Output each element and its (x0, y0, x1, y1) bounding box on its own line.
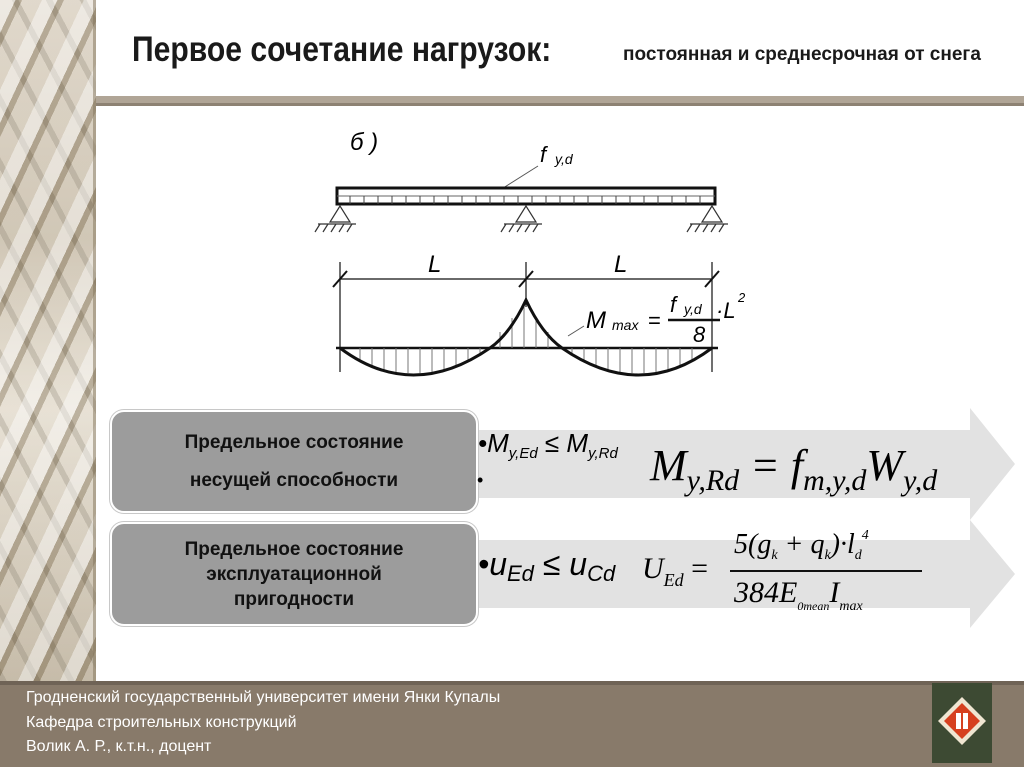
condition-1-bullet: • (477, 470, 484, 490)
span-label-1: L (428, 251, 442, 278)
f2-u-sub: Ed (663, 570, 684, 590)
span-dimension (333, 262, 719, 372)
footer-department: Кафедра строительных конструкций (26, 714, 297, 731)
diagram-label: б ) (350, 129, 379, 156)
footer-university: Гродненский государственный университет имени Янки Купалы (26, 689, 501, 706)
mmax-equals: = (648, 308, 661, 333)
c1-left-sub: y,Ed (508, 445, 538, 462)
page-title (132, 30, 981, 70)
university-logo (932, 683, 992, 763)
c1-right-sub: y,Rd (588, 445, 618, 462)
f1-w: W (866, 441, 904, 490)
decorative-texture (0, 0, 96, 681)
support-right (687, 206, 728, 232)
f2-den: 384E (734, 576, 798, 609)
mmax-num-exp: 2 (738, 290, 746, 305)
formula-deflection-lhs: $U_{Ed}$ = (642, 552, 709, 590)
mmax-den: 8 (693, 322, 706, 347)
c2-left-sub: Ed (507, 561, 534, 586)
beam-moment-diagram (300, 122, 770, 392)
box1-line2: несущей способности (189, 469, 399, 491)
f2-den-isub: max (839, 599, 863, 614)
formula-moment-resistance (650, 440, 937, 498)
distributed-load (337, 188, 715, 204)
formula-deflection-denominator (734, 576, 863, 615)
load-label: f (540, 142, 547, 167)
mmax-sub: max (612, 317, 639, 333)
mmax-pointer (568, 326, 584, 336)
mmax-num-l: ·L (716, 298, 736, 323)
support-middle (501, 206, 542, 232)
footer-border (0, 681, 1024, 685)
formula-deflection-fraction-bar (730, 570, 922, 572)
formula-deflection-numerator (734, 528, 869, 564)
f2-num-b: + q (777, 529, 825, 560)
c1-right: M (566, 428, 589, 458)
footer (0, 681, 1024, 767)
f1-f-sub: m,y,d (803, 464, 867, 497)
f1-m: M (650, 441, 687, 490)
f2-num-exp: 4 (861, 528, 869, 543)
f1-m-sub: y,Rd (686, 464, 740, 497)
f2-u: U (642, 552, 664, 585)
box2-line1: Предельное состояние (184, 538, 404, 560)
title-main: Первое сочетание нагрузок: (132, 30, 552, 69)
f2-num-a: 5(g (734, 529, 772, 560)
box1-line1: Предельное состояние (184, 431, 404, 453)
title-divider (96, 96, 1024, 103)
f2-num-c: )·l (830, 529, 855, 560)
f2-num-k: k (771, 548, 778, 563)
condition-1 (478, 428, 618, 462)
load-label-sub: y,d (555, 151, 573, 167)
c2-right-sub: Cd (587, 561, 616, 586)
f2-den-i: I (829, 576, 840, 609)
c2-rel: ≤ (542, 546, 561, 582)
mmax-num-f: f (670, 292, 677, 317)
c1-left: •M (478, 428, 509, 458)
span-label-2: L (614, 251, 628, 278)
f2-num-k2: k (824, 548, 831, 563)
f1-w-sub: y,d (903, 464, 938, 497)
support-left (315, 206, 356, 232)
footer-author: Волик А. Р., к.т.н., доцент (26, 738, 212, 755)
box2-line2: эксплуатационной (206, 563, 382, 585)
c2-left: •u (478, 546, 507, 582)
condition-2 (478, 546, 615, 587)
c1-rel: ≤ (544, 428, 560, 458)
box2-line3: пригодности (233, 588, 355, 610)
load-pointer (500, 166, 538, 190)
f1-eq: = f (739, 441, 804, 490)
f2-num-d: d (854, 548, 862, 563)
f2-den-sub: 0mean (797, 599, 830, 613)
ultimate-limit-state-box (110, 410, 478, 513)
title-subtitle: постоянная и среднесрочная от снега (623, 44, 981, 65)
c2-right: u (569, 546, 588, 582)
serviceability-limit-state-box (110, 522, 478, 626)
mmax-label: M (586, 307, 606, 334)
mmax-num-sub: y,d (684, 301, 702, 317)
title-divider-shadow (96, 103, 1024, 106)
